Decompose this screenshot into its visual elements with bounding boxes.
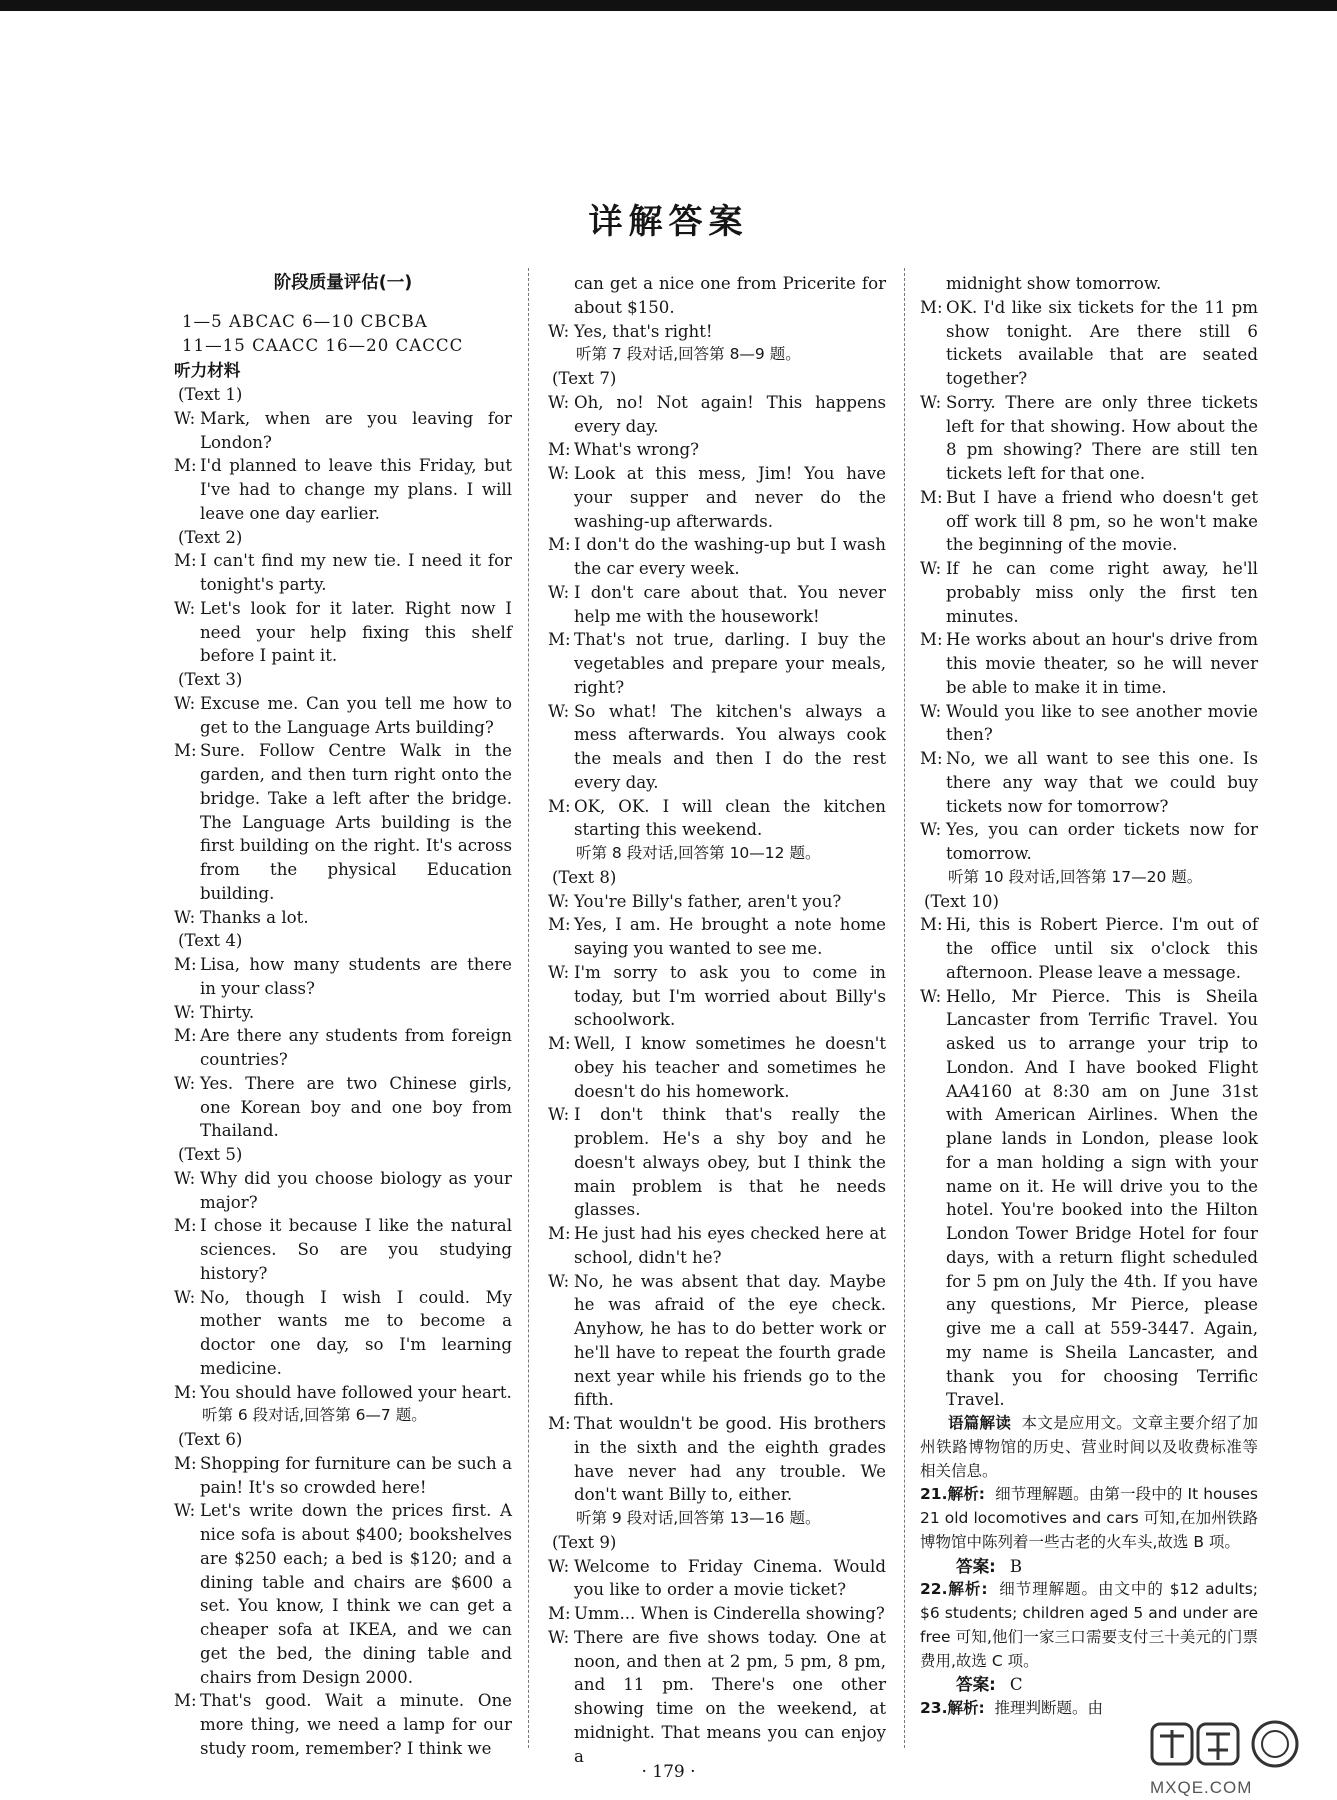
speaker-label: W: — [548, 464, 570, 483]
dialogue-line — [548, 795, 886, 843]
dialogue-line — [548, 961, 886, 1032]
speaker-label: W: — [920, 820, 942, 840]
item-explanation: 推理判断题。由 — [994, 1699, 1104, 1717]
text-label: (Text 4) — [178, 931, 243, 951]
dialogue-line — [174, 739, 512, 905]
dialogue-line — [174, 1381, 512, 1405]
speaker-label: M: — [920, 630, 943, 650]
section-title: 阶段质量评估(一) — [273, 273, 413, 293]
item-label: 解析: — [947, 1580, 988, 1599]
utterance: Oh, no! Not again! This happens every day. — [574, 392, 886, 436]
answer-label: 答案: — [956, 1675, 996, 1695]
speaker-label: M: — [174, 741, 197, 761]
utterance: Yes. There are two Chinese girls, one Korean boy and one boy from Thailand. — [200, 1073, 512, 1141]
dialogue-line — [174, 1499, 512, 1689]
speaker-label: W: — [548, 701, 570, 721]
utterance: Hi, this is Robert Pierce. I'm out of the office until six o'clock this afternoon. Please leave a message. — [946, 915, 1258, 982]
utterance: That's not true, darling. I buy the vegetables and prepare your meals, right? — [574, 630, 886, 697]
speaker-label: W: — [548, 962, 570, 982]
dialogue-line — [920, 700, 1258, 748]
listening-heading: 听力材料 — [174, 361, 241, 381]
speaker-label: M: — [548, 1034, 571, 1053]
instruction-note: 听第 9 段对话,回答第 13—16 题。 — [576, 1509, 821, 1527]
item-number: 22. — [920, 1580, 948, 1599]
answer-value: B — [1009, 1556, 1023, 1576]
utterance: Are there any students from foreign countries? — [200, 1026, 512, 1069]
dialogue-line — [174, 1214, 512, 1285]
answer-key-row: 1—5 ABCAC 6—10 CBCBA — [182, 311, 428, 331]
speaker-label: W: — [174, 1168, 196, 1188]
text-label: (Text 9) — [552, 1532, 617, 1552]
dialogue-line — [920, 985, 1258, 1413]
utterance: Mark, when are you leaving for London? — [200, 408, 512, 452]
utterance: Excuse me. Can you tell me how to get to the Language Arts building? — [200, 693, 512, 737]
utterance: He just had his eyes checked here at school, didn't he? — [574, 1224, 886, 1267]
dialogue-line — [548, 1626, 886, 1769]
utterance: You should have followed your heart. — [200, 1382, 512, 1402]
speaker-label: W: — [174, 693, 196, 713]
speaker-label: M: — [548, 440, 571, 460]
text-label: (Text 2) — [178, 527, 243, 547]
item-number: 23. — [920, 1699, 948, 1717]
dialogue-continuation: midnight show tomorrow. — [946, 274, 1162, 293]
dialogue-line — [920, 557, 1258, 628]
utterance: No, though I wish I could. My mother wants me to become a doctor one day, so I'm learning medicine. — [200, 1287, 512, 1378]
dialogue-line — [174, 549, 512, 597]
utterance: Yes, you can order tickets now for tomorrow. — [946, 820, 1258, 863]
dialogue-line — [174, 597, 512, 668]
speaker-label: W: — [174, 1002, 196, 1022]
speaker-label: W: — [174, 408, 196, 428]
dialogue-line — [174, 1167, 512, 1215]
watermark-logo — [1150, 1720, 1330, 1780]
answer-key-row: 11—15 CAACC 16—20 CACCC — [182, 335, 464, 355]
dialogue-line — [174, 1072, 512, 1143]
text-label: (Text 7) — [552, 369, 617, 388]
utterance: Hello, Mr Pierce. This is Sheila Lancaster from Terrific Travel. You asked us to arrange your trip to London. And I have booked Flight AA4160 at 8:30 am on June 31st with American Airlines. When the plane lands in London, please look for a man holding a sign with your name on it. He will drive you to the hotel. You're booked into the Hilton London Tower Bridge Hotel for four days, with a return flight scheduled for 5 pm on July the 4th. If you have any questions, Mr Pierce, please give me a call at 559-3447. Again, my name is Sheila Lancaster, and thank you for choosing Terrific Travel. — [946, 986, 1258, 1410]
dialogue-line — [548, 1412, 886, 1507]
speaker-label: W: — [174, 907, 196, 927]
speaker-label: M: — [548, 915, 571, 935]
explanation-item — [920, 1697, 1258, 1721]
dialogue-line — [174, 1286, 512, 1381]
column-3-content — [920, 272, 1258, 1412]
dialogue-line — [548, 462, 886, 533]
answer-label: 答案: — [956, 1556, 996, 1576]
utterance: Shopping for furniture can be such a pain! It's so crowded here! — [200, 1453, 512, 1497]
dialogue-line — [920, 486, 1258, 557]
speaker-label: M: — [920, 297, 943, 317]
instruction-note: 听第 6 段对话,回答第 6—7 题。 — [202, 1406, 427, 1425]
utterance: But I have a friend who doesn't get off work till 8 pm, so he won't make the beginning of the movie. — [946, 487, 1258, 555]
dialogue-line — [174, 906, 512, 930]
utterance: Sure. Follow Centre Walk in the garden, and then turn right onto the bridge. Take a left after the bridge. The Language Arts building is the first building on the right. It's across from the physical Education building. — [200, 741, 512, 903]
speaker-label: W: — [548, 891, 570, 911]
speaker-label: W: — [174, 1073, 196, 1093]
speaker-label: W: — [548, 1271, 570, 1291]
speaker-label: M: — [548, 535, 571, 555]
dialogue-line — [548, 1555, 886, 1603]
speaker-label: M: — [174, 1453, 197, 1473]
dialogue-line — [548, 438, 886, 462]
dialogue-line — [548, 1270, 886, 1413]
answer-line — [920, 1555, 1258, 1579]
utterance: Why did you choose biology as your major? — [200, 1168, 512, 1212]
speaker-label: M: — [548, 1604, 571, 1623]
utterance: No, he was absent that day. Maybe he was afraid of the eye check. Anyhow, he has to do better work or he'll have to repeat the fourth grade next year while his friends go to the fifth. — [574, 1271, 886, 1410]
column-1-content — [174, 383, 512, 1761]
item-label: 解析: — [947, 1485, 986, 1504]
utterance: No, we all want to see this one. Is there any way that we could buy tickets now for tomorrow? — [946, 749, 1258, 816]
speaker-label: M: — [174, 1216, 197, 1236]
passage-summary-text: 本文是应用文。文章主要介绍了加州铁路博物馆的历史、营业时间以及收费标准等相关信息。 — [920, 1414, 1258, 1480]
dialogue-line — [548, 1222, 886, 1270]
utterance: I don't care about that. You never help me with the housework! — [574, 582, 886, 626]
dialogue-line — [548, 890, 886, 914]
dialogue-line — [920, 913, 1258, 984]
column-2-content — [548, 272, 886, 1768]
dialogue-line — [920, 628, 1258, 699]
instruction-note: 听第 10 段对话,回答第 17—20 题。 — [948, 867, 1203, 886]
page-number: · 179 · — [641, 1762, 696, 1782]
utterance: Welcome to Friday Cinema. Would you like to order a movie ticket? — [574, 1556, 886, 1600]
utterance: Let's look for it later. Right now I need your help fixing this shelf before I paint it. — [200, 598, 512, 666]
item-explanation: 细节理解题。由文中的 $12 adults; $6 students; children aged 5 and under are free 可知,他们一家三口需要支付三十美元的门票费用,故选 C 项。 — [920, 1580, 1258, 1670]
speaker-label: W: — [548, 321, 570, 341]
dialogue-line — [548, 320, 886, 344]
speaker-label: W: — [548, 582, 570, 602]
dialogue-line — [548, 628, 886, 699]
speaker-label: M: — [548, 1414, 571, 1433]
speaker-label: W: — [920, 701, 942, 721]
item-number: 21. — [920, 1485, 948, 1504]
utterance: Thirty. — [200, 1002, 255, 1022]
utterance: Look at this mess, Jim! You have your supper and never do the washing-up afterwards. — [574, 464, 886, 531]
answer-line — [920, 1673, 1258, 1697]
dialogue-line — [174, 1001, 512, 1025]
utterance: You're Billy's father, aren't you? — [574, 891, 842, 911]
explanation-item — [920, 1578, 1258, 1673]
text-label: (Text 6) — [178, 1430, 243, 1449]
speaker-label: W: — [174, 1501, 196, 1521]
passage-summary — [920, 1412, 1258, 1483]
speaker-label: M: — [920, 915, 943, 935]
explanation-item — [920, 1483, 1258, 1554]
dialogue-line — [548, 700, 886, 795]
dialogue-line — [920, 747, 1258, 818]
item-label: 解析: — [947, 1699, 985, 1717]
dialogue-line — [174, 1024, 512, 1072]
utterance: Well, I know sometimes he doesn't obey his teacher and sometimes he doesn't do his homework. — [574, 1034, 886, 1101]
speaker-label: W: — [920, 986, 942, 1006]
speaker-label: W: — [174, 598, 196, 618]
speaker-label: M: — [174, 456, 197, 476]
watermark-text: MXQE.COM — [1150, 1778, 1253, 1797]
dialogue-continuation: can get a nice one from Pricerite for about $150. — [574, 274, 886, 317]
top-border — [0, 0, 1337, 11]
text-label: (Text 1) — [178, 385, 243, 404]
column-1 — [174, 272, 512, 1761]
page-title: 详解答案 — [588, 202, 749, 242]
dialogue-line — [920, 818, 1258, 866]
utterance: That wouldn't be good. His brothers in the sixth and the eighth grades have never had any trouble. We don't want Billy to, either. — [574, 1414, 886, 1505]
utterance: Thanks a lot. — [200, 907, 309, 927]
utterance: There are five shows today. One at noon, and then at 2 pm, 5 pm, 8 pm, and 11 pm. There's one other showing time on the weekend, at midnight. That means you can enjoy a — [574, 1627, 886, 1766]
dialogue-line — [548, 391, 886, 439]
utterance: So what! The kitchen's always a mess afterwards. You always cook the meals and then I do the rest every day. — [574, 701, 886, 792]
speaker-label: W: — [548, 1556, 570, 1576]
speaker-label: W: — [548, 1105, 570, 1125]
utterance: Let's write down the prices first. A nice sofa is about $400; bookshelves are $250 each; a bed is $120; and a dining table and chairs are $600 a set. You know, I think we can get a cheaper sofa at IKEA, and we can get the bed, the dining table and chairs from Design 2000. — [200, 1501, 512, 1687]
dialogue-line — [548, 533, 886, 581]
text-label: (Text 10) — [924, 891, 999, 911]
speaker-label: W: — [920, 559, 942, 578]
speaker-label: M: — [920, 487, 943, 507]
utterance: He works about an hour's drive from this movie theater, so he will never be able to make it in time. — [946, 630, 1258, 697]
dialogue-line — [548, 581, 886, 629]
speaker-label: M: — [920, 749, 943, 768]
speaker-label: M: — [174, 1382, 197, 1402]
dialogue-line — [548, 1032, 886, 1103]
utterance: Lisa, how many students are there in your class? — [200, 955, 512, 998]
speaker-label: M: — [174, 551, 197, 571]
watermark — [1150, 1720, 1330, 1798]
utterance: Sorry. There are only three tickets left for that showing. How about the 8 pm showing? There are still ten tickets left for that one. — [946, 392, 1258, 483]
utterance: OK. I'd like six tickets for the 11 pm show tonight. Are there still 6 tickets available that are seated together? — [946, 297, 1258, 388]
explanation-list — [920, 1483, 1258, 1721]
utterance: Yes, I am. He brought a note home saying you wanted to see me. — [574, 915, 886, 958]
utterance: I'm sorry to ask you to come in today, but I'm worried about Billy's schoolwork. — [574, 962, 886, 1030]
speaker-label: M: — [174, 1026, 197, 1046]
speaker-label: M: — [548, 630, 571, 650]
item-explanation: 细节理解题。由第一段中的 It houses 21 old locomotives and cars 可知,在加州铁路博物馆中陈列着一些古老的火车头,故选 B 项。 — [920, 1485, 1259, 1551]
text-label: (Text 5) — [178, 1145, 243, 1164]
speaker-label: W: — [920, 392, 942, 412]
speaker-label: M: — [548, 1224, 571, 1243]
speaker-label: W: — [548, 1627, 570, 1647]
utterance: What's wrong? — [574, 440, 699, 460]
speaker-label: M: — [174, 955, 197, 974]
dialogue-line — [174, 1452, 512, 1500]
dialogue-line — [920, 296, 1258, 391]
text-label: (Text 3) — [178, 670, 243, 689]
utterance: OK, OK. I will clean the kitchen starting this weekend. — [574, 796, 886, 840]
utterance: If he can come right away, he'll probably miss only the first ten minutes. — [946, 559, 1258, 626]
utterance: Yes, that's right! — [574, 321, 713, 341]
instruction-note: 听第 8 段对话,回答第 10—12 题。 — [576, 844, 821, 862]
passage-summary-label: 语篇解读 — [948, 1414, 1012, 1432]
dialogue-line — [920, 391, 1258, 486]
text-label: (Text 8) — [552, 867, 617, 887]
speaker-label: W: — [548, 392, 570, 412]
utterance: I can't find my new tie. I need it for tonight's party. — [200, 551, 512, 594]
column-2 — [548, 272, 886, 1768]
utterance: That's good. Wait a minute. One more thing, we need a lamp for our study room, remember? I think we — [200, 1691, 512, 1758]
speaker-label: W: — [174, 1287, 196, 1307]
column-3 — [920, 272, 1258, 1721]
dialogue-line — [174, 454, 512, 525]
instruction-note: 听第 7 段对话,回答第 8—9 题。 — [576, 345, 801, 364]
dialogue-line — [174, 1689, 512, 1760]
dialogue-line — [174, 953, 512, 1001]
utterance: I don't think that's really the problem. He's a shy boy and he doesn't always obey, but I think the main problem is that he needs glasses. — [574, 1105, 886, 1220]
dialogue-line — [174, 407, 512, 455]
dialogue-line — [548, 913, 886, 961]
utterance: I'd planned to leave this Friday, but I've had to change my plans. I will leave one day earlier. — [200, 456, 512, 523]
utterance: Umm... When is Cinderella showing? — [574, 1604, 885, 1623]
speaker-label: M: — [548, 796, 571, 816]
speaker-label: M: — [174, 1691, 197, 1711]
column-divider — [528, 268, 529, 1748]
answer-keys — [182, 310, 512, 358]
utterance: Would you like to see another movie then? — [946, 701, 1258, 745]
answer-value: C — [1009, 1675, 1023, 1695]
dialogue-line — [174, 692, 512, 740]
dialogue-line — [548, 1602, 886, 1626]
dialogue-line — [548, 1103, 886, 1222]
utterance: I chose it because I like the natural sciences. So are you studying history? — [200, 1216, 512, 1283]
utterance: I don't do the washing-up but I wash the car every week. — [574, 535, 886, 578]
column-divider — [904, 268, 905, 1748]
